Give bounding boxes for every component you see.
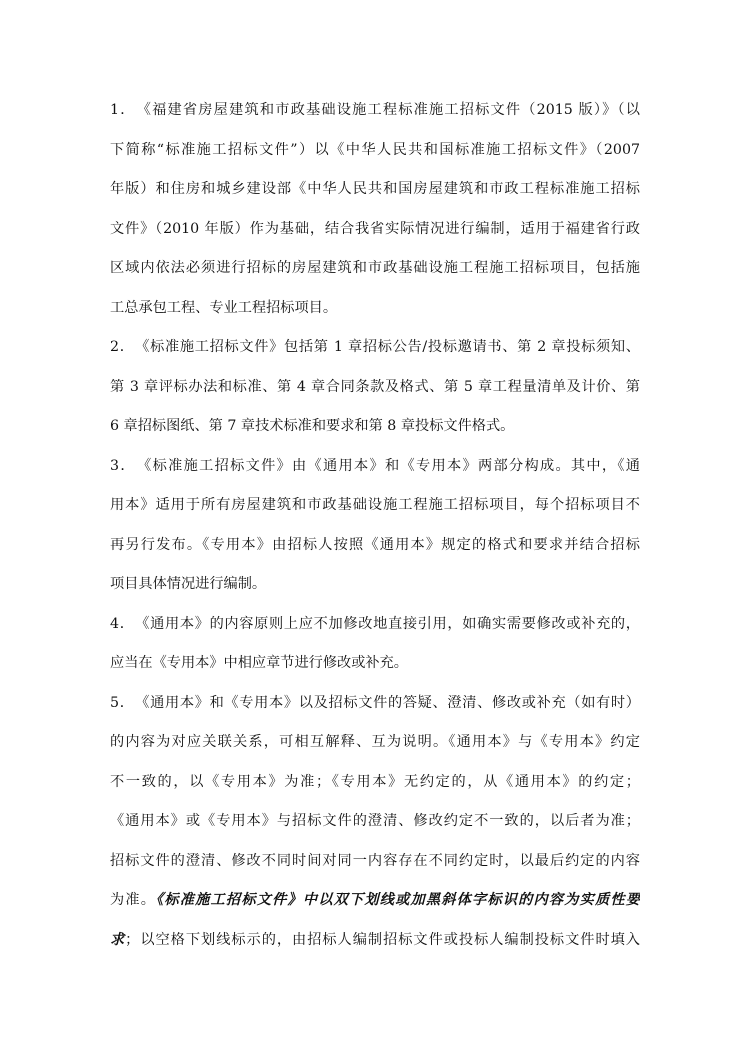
text-line-22 (110, 921, 640, 961)
line-21-normal: 为准。 (110, 892, 157, 908)
text-line-21 (110, 881, 640, 921)
line-22-emphasis: 求 (110, 931, 126, 948)
text-line-20: 招标文件的澄清、修改不同时间对同一内容存在不同约定时，以最后约定的内容 (110, 852, 640, 869)
text-line-18: 不一致的，以《专用本》为准；《专用本》无约定的，从《通用本》的约定； (110, 773, 640, 790)
text-line-14: 4． 《通用本》的内容原则上应不加修改地直接引用，如确实需要修改或补充的， (110, 615, 640, 632)
text-line-17: 的内容为对应关联关系，可相互解释、互为说明。《通用本》与《专用本》约定 (110, 734, 640, 750)
text-line-2: 下简称“标准施工招标文件”）以《中华人民共和国标准施工招标文件》（2007 (110, 141, 640, 158)
text-line-6: 工总承包工程、专业工程招标项目。 (110, 299, 338, 316)
text-line-15: 应当在《专用本》中相应章节进行修改或补充。 (110, 655, 408, 671)
text-line-9: 6 章招标图纸、第 7 章技术标准和要求和第 8 章投标文件格式。 (110, 418, 515, 434)
text-line-19: 《通用本》或《专用本》与招标文件的澄清、修改约定不一致的，以后者为准； (110, 813, 640, 829)
line-21-emphasis: 《标准施工招标文件》中以双下划线或加黑斜体字标识的内容为实质性要 (156, 892, 640, 908)
text-line-3: 年版）和住房和城乡建设部《中华人民共和国房屋建筑和市政工程标准施工招标 (110, 181, 640, 197)
text-line-13: 项目具体情况进行编制。 (110, 576, 267, 592)
text-line-5: 区域内依法必须进行招标的房屋建筑和市政基础设施工程施工招标项目，包括施 (110, 260, 640, 276)
text-line-1: 1． 《福建省房屋建筑和市政基础设施工程标准施工招标文件（2015 版）》（以 (110, 102, 640, 118)
text-line-7: 2． 《标准施工招标文件》包括第 1 章招标公告/投标邀请书、第 2 章投标须知、 (110, 339, 640, 355)
text-line-4: 文件》（2010 年版）作为基础，结合我省实际情况进行编制，适用于福建省行政 (110, 220, 640, 237)
text-line-12: 再另行发布。《专用本》由招标人按照《通用本》规定的格式和要求并结合招标 (110, 536, 640, 553)
body-text (110, 91, 640, 960)
text-line-10: 3． 《标准施工招标文件》由《通用本》和《专用本》两部分构成。其中，《通 (110, 457, 640, 474)
text-line-16: 5． 《通用本》和《专用本》以及招标文件的答疑、澄清、修改或补充（如有时） (110, 694, 640, 711)
text-line-8: 第 3 章评标办法和标准、第 4 章合同条款及格式、第 5 章工程量清单及计价、第 (110, 378, 640, 395)
line-22-normal: ；以空格下划线标示的，由招标人编制招标文件或投标人编制投标文件时填入 (125, 931, 640, 948)
text-line-11: 用本》适用于所有房屋建筑和市政基础设施工程施工招标项目，每个招标项目不 (110, 497, 640, 513)
